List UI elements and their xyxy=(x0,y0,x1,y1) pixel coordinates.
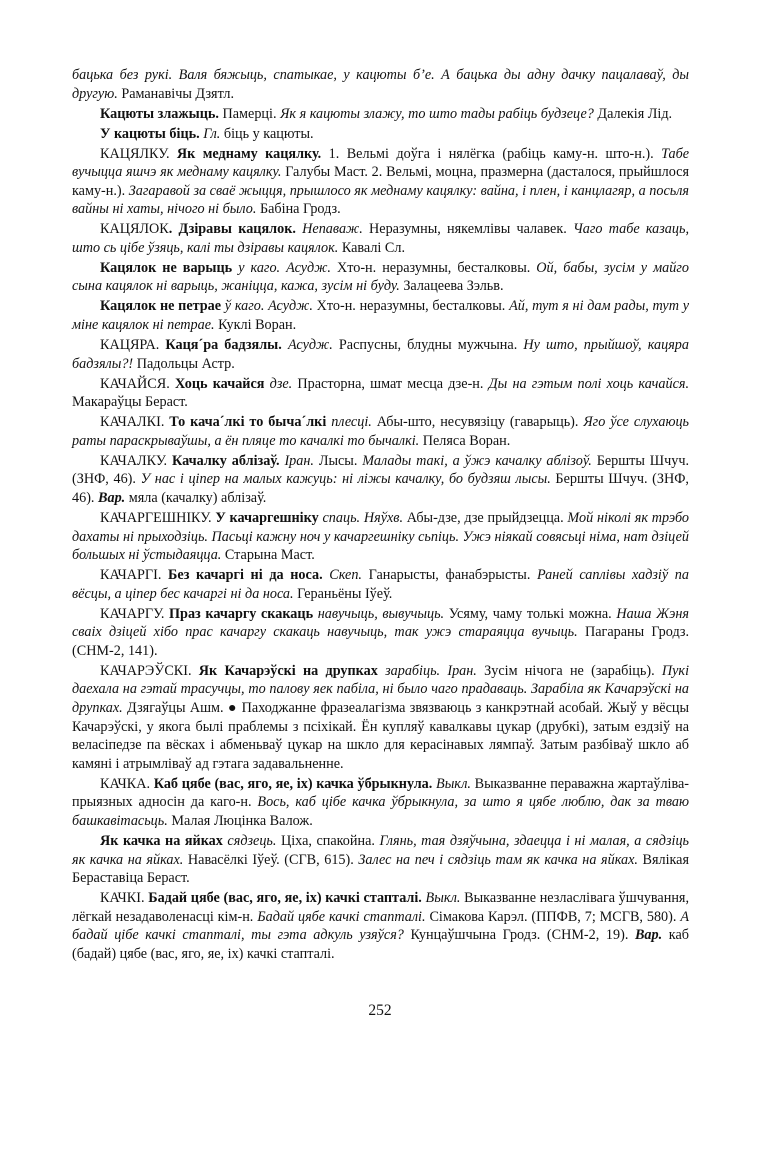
dictionary-entry xyxy=(72,889,689,963)
italic-text: Залес на печ і сядзіць там як качка на яйках. xyxy=(358,851,638,868)
dictionary-entry xyxy=(72,375,689,412)
italic-text: Бадай цябе качкі стапталі. xyxy=(257,908,426,925)
headword-phrase: . Дзіравы кацялок. xyxy=(168,221,296,238)
entry-text: Пеляса Воран. xyxy=(419,432,511,449)
entry-text: Дзягаўцы Ашм. ● Паходжанне фразеалагізма звязваюць з канкрэтнай асобай. Жыў у вёсцы Качарэўскі, у якога былі праблемы з псіхікай. Ён купляў кавалкавы цукар (друбкі), затым ездзіў на веласіпедзе па вёсках і абменьваў цукар на шкло для керасінавых лямпаў. Затым разбіваў шкло аб камяні і атрымліваў ад гэтага задавальненне. xyxy=(72,700,689,772)
dictionary-entry xyxy=(72,105,689,124)
dictionary-entry xyxy=(72,509,689,565)
entry-text: Вялікая Бераставіца Бераст. xyxy=(72,851,690,887)
entry-text: Лысы. xyxy=(313,452,363,469)
italic-text: Раней саплівы хадзіў па вёсцы, а ціпер бес качаргі ні да носа. xyxy=(72,567,689,602)
entry-text: Ціха, спакойна. xyxy=(276,833,380,849)
italic-text: Скеп. xyxy=(329,567,362,584)
entry-text: Бершты Шчуч. (ЗНФ, 46). xyxy=(72,471,689,506)
headword-phrase: Праз качаргу скакаць xyxy=(169,605,314,622)
entry-text: КАЧАРГУ. xyxy=(100,605,170,622)
headword-phrase: Як меднаму кацялку. xyxy=(176,145,322,162)
entry-text: КАЧАЙСЯ. xyxy=(100,375,175,392)
entry-text: Сімакова Карэл. (ППФВ, 7; МСГВ, 580). xyxy=(425,908,681,925)
variant-marker: Вар. xyxy=(634,927,663,944)
entry-text: КАЧАРГІ. xyxy=(100,567,169,584)
italic-text: Выкл. xyxy=(436,775,471,792)
italic-text: Мой ніколі як трэбо дахаты ні прыходзіць. Пасьці кажну ноч у качаргешніку сьпіць. Ужэ ніякай совясьці німа, нат дзіцей большых ні ўстыдаяцца. xyxy=(72,509,690,564)
italic-text: Ды на гэтым полі хоць качайся. xyxy=(488,375,690,392)
headword-phrase: То кача´лкі то быча´лкі xyxy=(169,414,327,431)
italic-text: Непаваж. xyxy=(302,221,363,238)
entry-text xyxy=(378,663,385,679)
entry-text: КАЦЯЛОК xyxy=(100,221,169,238)
entry-text: КАЧКІ. xyxy=(100,890,149,907)
dictionary-entry xyxy=(72,413,689,450)
dictionary-page xyxy=(72,66,689,965)
italic-text: Выкл. xyxy=(425,890,461,907)
italic-text: бацька без рукі. Валя бяжыць, спатыкае, у кацюты б’е. А бацька ды адну дачку пацалаваў, ды другую. xyxy=(72,67,689,102)
entry-text: Выказванне незласлівага ўшчування, лёгкай незадаволенасці кім-н. xyxy=(72,890,689,925)
entry-text: Зусім нічога не (зарабіць). xyxy=(476,662,662,679)
entry-text: біць у кацюты. xyxy=(220,125,314,142)
entry-text: Выказванне пераважна жартаўліва-прыязных адносін да каго-н. xyxy=(72,775,690,811)
italic-text: Ай, тут я ні дам рады, тут у міне кацялок ні петрае. xyxy=(72,298,689,334)
dictionary-entry xyxy=(72,662,689,774)
italic-text: Асудж. xyxy=(287,337,333,354)
dictionary-entry xyxy=(72,832,689,888)
entry-text: Падольцы Астр. xyxy=(133,355,235,372)
dictionary-entry xyxy=(72,220,689,257)
dictionary-entry xyxy=(72,145,689,219)
dictionary-entry xyxy=(72,66,689,103)
italic-text: Пукі даехала на гэтай трасучцы, то палову яек пабіла, ні было чаго прадаваць. Зарабіла як Качарэўскі на друпках. xyxy=(72,662,690,717)
entry-text: Распусны, блудны мужчына. xyxy=(332,337,524,354)
entry-text: Галубы Маст. 2. Вельмі, моцна, празмерна (дасталося, прыйшлося каму-н.). xyxy=(72,164,689,199)
entry-text: Хто-н. неразумны, бесталковы. xyxy=(312,298,510,315)
entry-text: Старына Маст. xyxy=(221,547,315,564)
entry-text: КАЧАЛКІ. xyxy=(100,414,170,431)
entry-text: Хто-н. неразумны, бесталковы. xyxy=(330,259,537,276)
entry-text: Ганарысты, фанабэрысты. xyxy=(361,567,538,584)
entry-text: Прасторна, шмат месца дзе-н. xyxy=(292,375,489,392)
headword-phrase: Як Качарэўскі на друпках xyxy=(198,662,378,679)
italic-text: у каго. Асудж. xyxy=(238,259,331,276)
entry-text: Бабіна Гродз. xyxy=(256,201,341,218)
entry-text: Куклі Воран. xyxy=(214,317,297,334)
entry-text: Залацеева Зэльв. xyxy=(399,278,504,295)
italic-text: Глянь, тая дзяўчына, здаецца і ні малая, а сядзіць як качка на яйках. xyxy=(72,833,689,868)
italic-text: зарабіць. Іран. xyxy=(385,662,477,679)
italic-text: Іран. xyxy=(284,452,314,469)
dictionary-entry xyxy=(72,336,689,373)
entry-text: КАЦЯРА. xyxy=(100,337,166,354)
italic-text: Чаго табе казаць, што сь цібе ўзяць, калі ты дзіравы кацялок. xyxy=(72,221,689,256)
entry-text: Далекія Лід. xyxy=(593,105,673,122)
entry-text: 1. Вельмі доўга і нялёгка (рабіць каму-н. што-н.). xyxy=(321,145,662,162)
dictionary-entry xyxy=(72,566,689,603)
dictionary-entry xyxy=(72,259,689,296)
entry-text: КАЦЯЛКУ. xyxy=(100,145,177,162)
dictionary-entry xyxy=(72,605,689,661)
entry-text: Кунцаўшчына Гродз. (СНМ-2, 19). xyxy=(403,927,635,944)
variant-marker: Вар. xyxy=(98,489,126,506)
headword-phrase: Кацюты злажыць. xyxy=(100,105,219,122)
headword-phrase: У кацюты біць. xyxy=(100,125,200,142)
italic-text: Загаравой за сваё жыцця, прышлосо як меднаму кацялку: вайна, і плен, і канцлагяр, а посьля вайны ні хаты, нічого ні было. xyxy=(72,182,689,218)
entry-text: Памерці. xyxy=(218,105,281,122)
italic-text: сядзець. xyxy=(227,833,277,849)
entry-text: Неразумны, някемлівы чалавек. xyxy=(362,221,573,238)
italic-text: Ой, бабы, зусім у майго сына кацялок ні варыць, жаніцца, кажа, зусім ні буду. xyxy=(72,259,689,295)
entry-text: КАЧКА. xyxy=(100,775,154,792)
entry-text: КАЧАЛКУ. xyxy=(100,452,172,469)
entry-text: Гераньёны Іўеў. xyxy=(293,585,393,602)
headword-phrase: Кацялок не петрае xyxy=(100,298,222,315)
headword-phrase: Як качка на яйках xyxy=(100,833,223,849)
italic-text: дзе. xyxy=(269,375,293,392)
dictionary-entry xyxy=(72,775,689,831)
italic-text: Наша Жэня сваіх дзіцей хібо прас качаргу скакаць навучыць, так ужэ стараяцца вучыць. xyxy=(72,605,689,641)
entry-text: Абы-дзе, дзе прыйдзецца. xyxy=(403,509,568,526)
italic-text: Яго ўсе слухаюць раты параскрываўшы, а ён пляце то качалкі то бычалкі. xyxy=(72,414,689,449)
page-number: 252 xyxy=(368,1002,392,1019)
headword-phrase: Качалку аблізаў. xyxy=(172,452,280,469)
entry-text: КАЧАРЭЎСКІ. xyxy=(100,662,199,679)
entry-text: Макараўцы Бераст. xyxy=(72,394,188,411)
entry-text: Бершты Шчуч. (ЗНФ, 46). xyxy=(72,452,690,488)
italic-text: Вось, каб цібе качка ўбрыкнула, за што я цябе люблю, дак за тваю башкавітасьць. xyxy=(72,794,689,830)
italic-text: Гл. xyxy=(203,125,221,142)
entry-text: каб (бадай) цябе (вас, яго, яе, іх) качкі стапталі. xyxy=(72,927,689,962)
dictionary-entry xyxy=(72,297,689,334)
dictionary-entry xyxy=(72,452,689,508)
entry-text: КАЧАРГЕШНІКУ. xyxy=(100,509,216,526)
entry-text: Кавалі Сл. xyxy=(338,239,406,256)
entry-text: Усяму, чаму толькі можна. xyxy=(444,605,617,622)
italic-text: ў каго. Асудж. xyxy=(224,298,313,315)
italic-text: А бадай цібе качкі стапталі, ты гэта адкуль узяўся? xyxy=(72,908,690,944)
entry-text: Малая Люцінка Валож. xyxy=(167,813,313,830)
headword-phrase: Бадай цябе (вас, яго, яе, іх) качкі стапталі. xyxy=(148,890,422,907)
italic-text: навучыць, вывучыць. xyxy=(317,605,445,622)
headword-phrase: Хоць качайся xyxy=(174,375,265,392)
italic-text: плесці. xyxy=(331,414,372,431)
headword-phrase: Каця´ра бадзялы. xyxy=(165,337,282,354)
italic-text: Ну што, прыйшоў, кацяра бадзялы?! xyxy=(72,337,689,372)
entry-text: Раманавічы Дзятл. xyxy=(117,85,235,102)
italic-text: У нас і ціпер на малых кажуць: ні ліжы качалку, бо будзяш лысы. xyxy=(140,471,551,488)
italic-text: Табе вучыцца яшчэ як меднаму кацялку. xyxy=(72,145,690,181)
italic-text: Як я кацюты злажу, то што тады рабіць будзеце? xyxy=(280,105,594,122)
italic-text: спаць. Няўхв. xyxy=(322,509,404,526)
headword-phrase: Кацялок не варыць xyxy=(100,259,233,276)
headword-phrase: У качаргешніку xyxy=(215,509,319,526)
entry-text: Пагараны Гродз. (СНМ-2, 141). xyxy=(72,624,690,659)
headword-phrase: Каб цябе (вас, яго, яе, іх) качка ўбрыкнула. xyxy=(153,775,433,792)
entry-text: Навасёлкі Іўеў. (СГВ, 615). xyxy=(183,851,359,868)
italic-text: Малады такі, а ўжэ качалку аблізоў. xyxy=(362,452,592,469)
headword-phrase: Без качаргі ні да носа. xyxy=(168,567,323,584)
entry-text: мяла (качалку) аблізаў. xyxy=(125,489,267,506)
entry-text: Абы-што, несувязіцу (гаварыць). xyxy=(371,414,584,431)
dictionary-entry xyxy=(72,125,689,144)
